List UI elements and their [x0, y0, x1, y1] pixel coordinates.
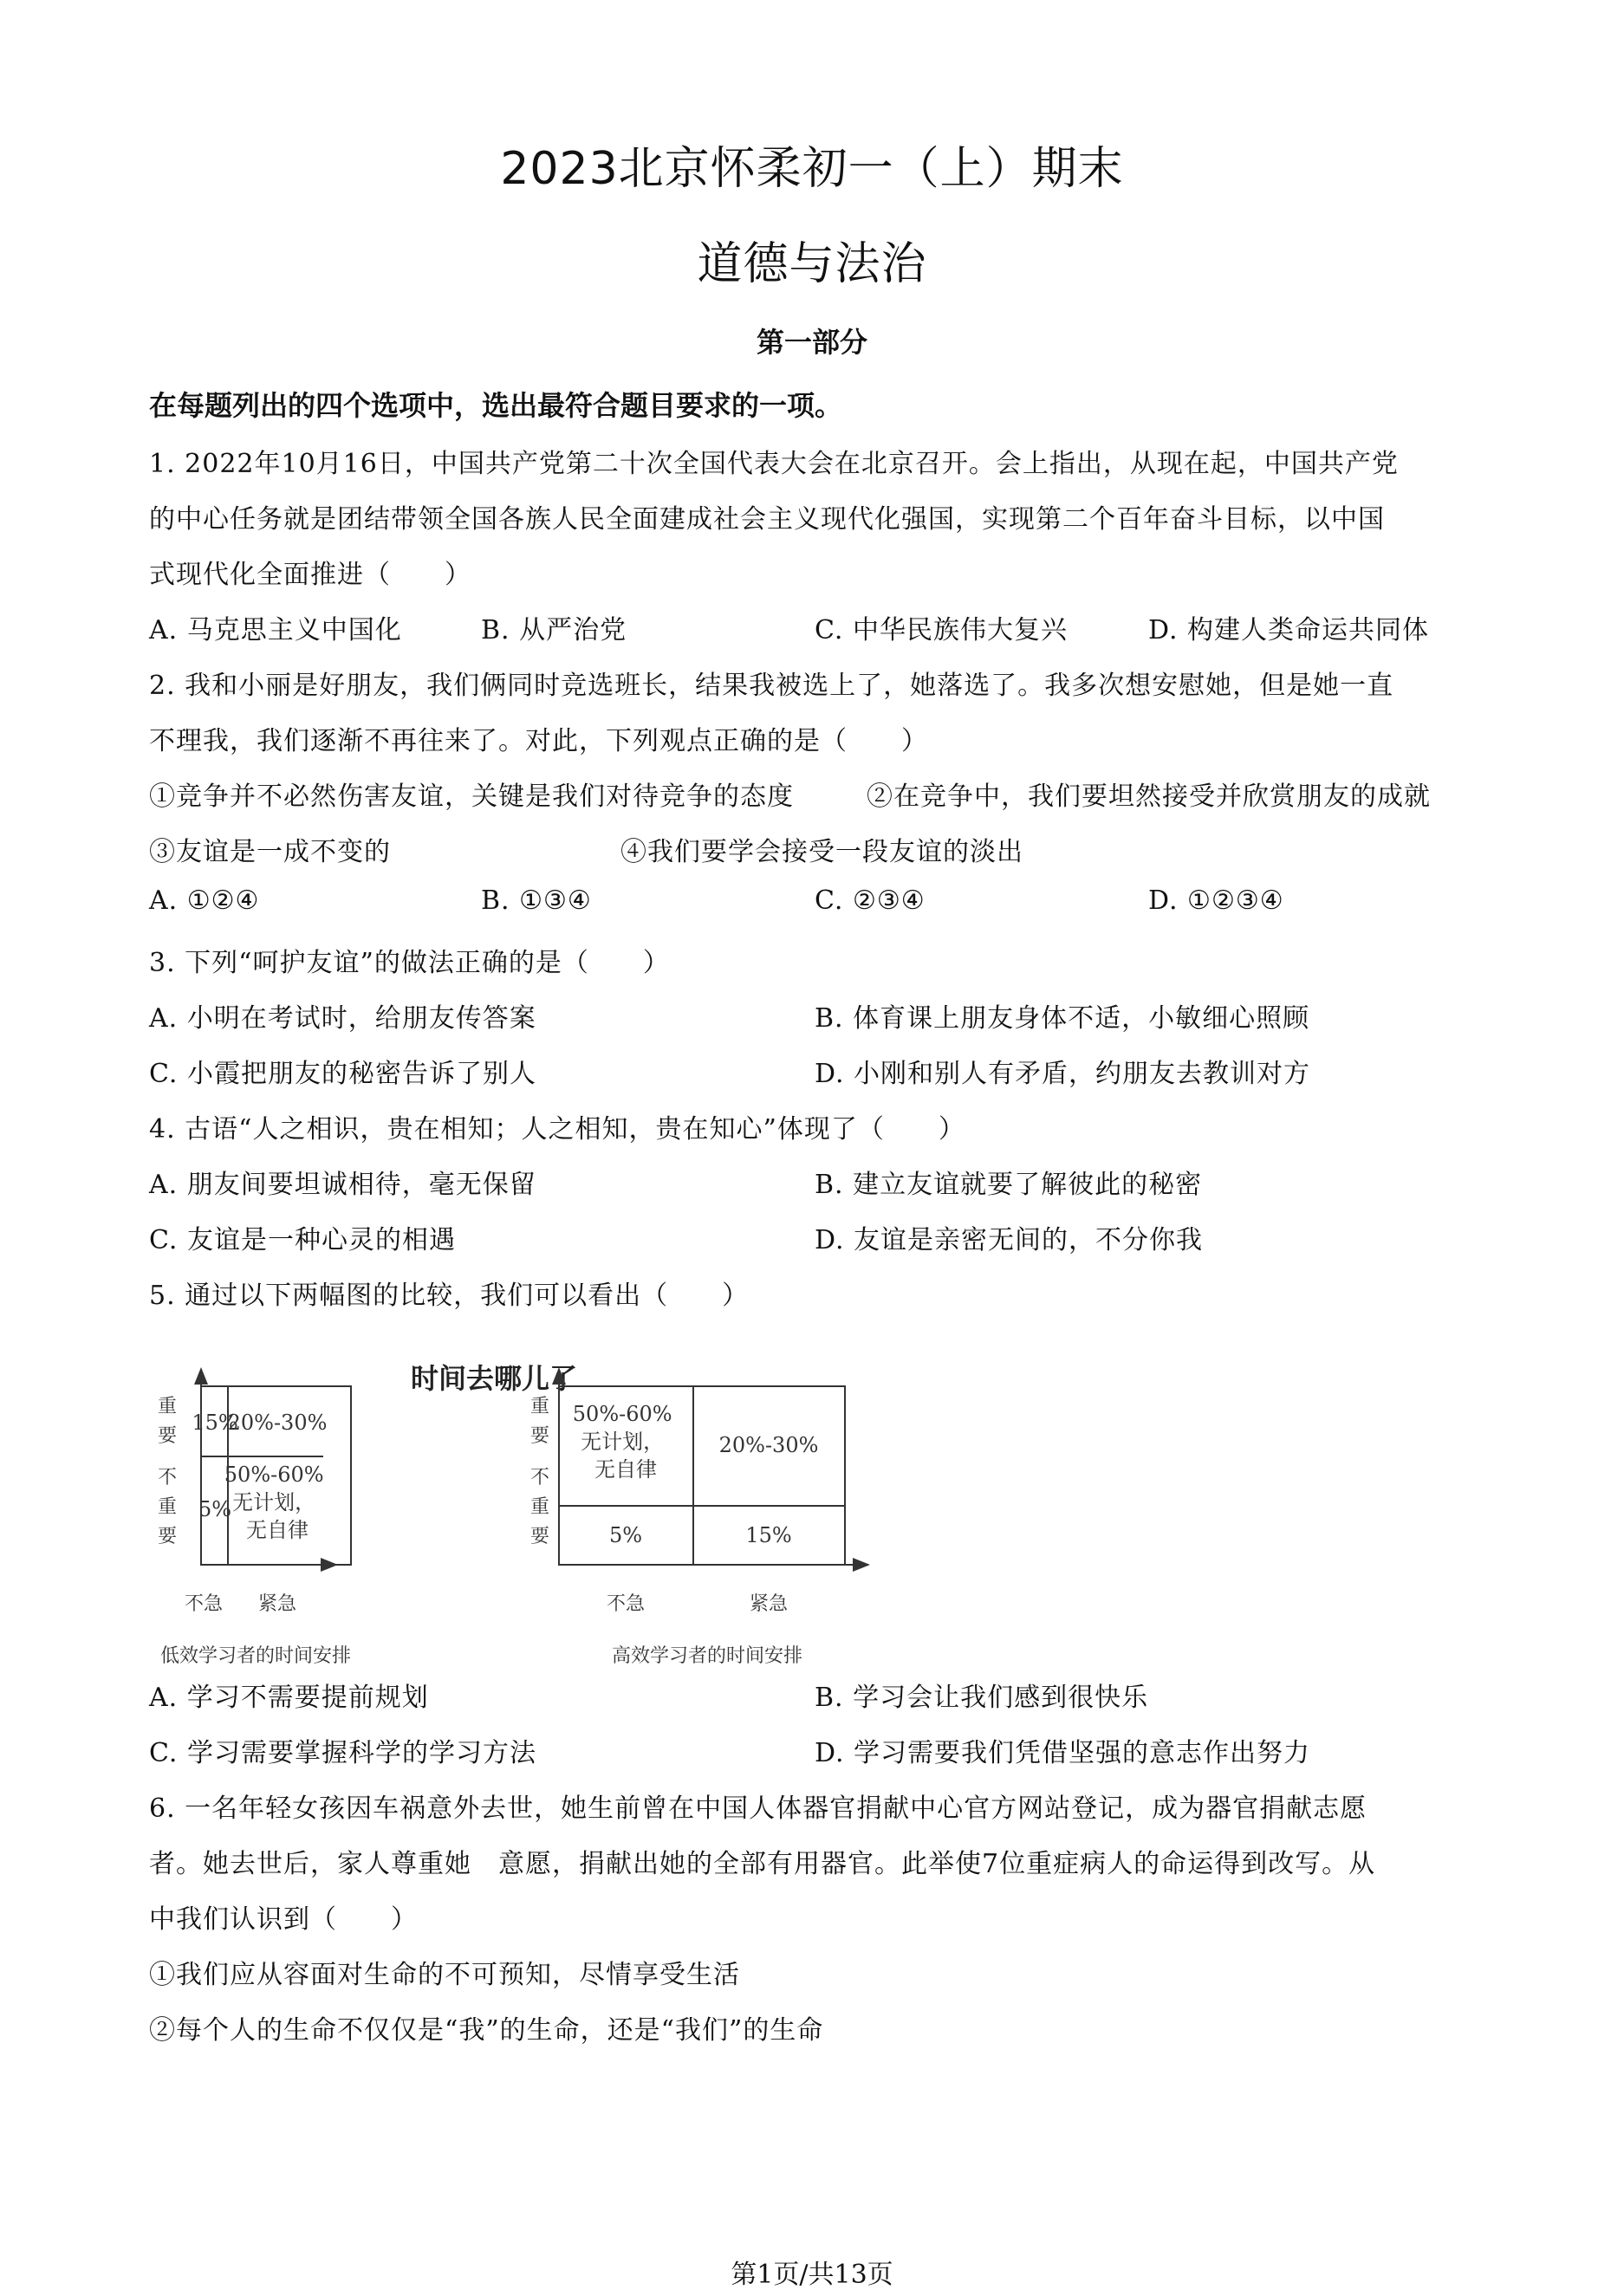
question-text-line: 者。她去世后，家人尊重她 意愿，捐献出她的全部有用器官。此举使7位重症病人的命运得到改写。从 [149, 1849, 1376, 1879]
high-cell-unimportant-not-urgent: 5% [608, 1523, 643, 1547]
section-heading: 第一部分 [756, 326, 867, 359]
y-label-important: 重要 [158, 1396, 178, 1447]
option-d[interactable]: D. 学习需要我们凭借坚强的意志作出努力 [815, 1738, 1311, 1768]
option-d[interactable]: D. 友谊是亲密无间的，不分你我 [815, 1225, 1204, 1255]
statement-3: ③友谊是一成不变的 [149, 837, 391, 867]
option-d[interactable]: D. 小刚和别人有矛盾，约朋友去教训对方 [815, 1059, 1311, 1089]
high-cell-important-not-urgent: 50%-60% 无计划， 无自律 [572, 1402, 672, 1482]
instruction-text: 在每题列出的四个选项中，选出最符合题目要求的一项。 [149, 389, 843, 422]
statement-1: ①竞争并不必然伤害友谊，关键是我们对待竞争的态度 [149, 782, 794, 812]
option-a[interactable]: A. ①②④ [149, 885, 260, 916]
question-text-line: 4. 古语“人之相识，贵在相知；人之相知，贵在知心”体现了（ ） [149, 1114, 965, 1145]
statement-4: ④我们要学会接受一段友谊的淡出 [620, 837, 1023, 867]
x-label-urgent: 紧急 [257, 1593, 297, 1615]
x-label-not-urgent: 不急 [184, 1593, 224, 1615]
option-d[interactable]: D. ①②③④ [1148, 885, 1284, 916]
statement-1: ①我们应从容面对生命的不可预知，尽情享受生活 [149, 1960, 740, 1990]
option-c[interactable]: C. 学习需要掌握科学的学习方法 [149, 1738, 536, 1768]
option-b[interactable]: B. 体育课上朋友身体不适，小敏细心照顾 [815, 1003, 1310, 1034]
statement-2: ②在竞争中，我们要坦然接受并欣赏朋友的成就 [867, 782, 1431, 812]
high-cell-important-urgent: 20%-30% [718, 1433, 819, 1457]
option-a[interactable]: A. 小明在考试时，给朋友传答案 [149, 1003, 536, 1034]
question-text-line: 1. 2022年10月16日，中国共产党第二十次全国代表大会在北京召开。会上指出，从现在起，中国共产党 [149, 449, 1399, 479]
figure-title: 时间去哪儿了 [410, 1362, 578, 1395]
time-quadrant-figure [139, 1334, 884, 1672]
page-number: 第1页/共13页 [731, 2260, 893, 2290]
y-label-not-important: 不重要 [158, 1467, 178, 1547]
y-label-important: 重要 [530, 1396, 550, 1447]
question-text-line: 6. 一名年轻女孩因车祸意外去世，她生前曾在中国人体器官捐献中心官方网站登记，成为器官捐献志愿 [149, 1793, 1367, 1824]
x-label-urgent: 紧急 [749, 1593, 789, 1615]
low-efficiency-chart [158, 1369, 351, 1667]
option-b[interactable]: B. ①③④ [481, 885, 592, 916]
high-efficiency-caption: 高效学习者的时间安排 [611, 1645, 803, 1667]
option-b[interactable]: B. 学习会让我们感到很快乐 [815, 1683, 1149, 1713]
option-c[interactable]: C. 小霞把朋友的秘密告诉了别人 [149, 1059, 536, 1089]
high-efficiency-chart [530, 1369, 868, 1667]
question-text-line: 3. 下列“呵护友谊”的做法正确的是（ ） [149, 948, 670, 978]
option-c[interactable]: C. 友谊是一种心灵的相遇 [149, 1225, 456, 1255]
x-label-not-urgent: 不急 [606, 1593, 646, 1615]
question-text-line: 5. 通过以下两幅图的比较，我们可以看出（ ） [149, 1281, 750, 1311]
low-cell-important-not-urgent: 15% [192, 1411, 238, 1435]
option-a[interactable]: A. 朋友间要坦诚相待，毫无保留 [149, 1170, 536, 1200]
document-title: 2023北京怀柔初一（上）期末 [500, 143, 1124, 195]
y-label-not-important: 不重要 [530, 1467, 550, 1547]
low-cell-important-urgent: 20%-30% [227, 1411, 328, 1435]
question-text-line: 式现代化全面推进（ ） [149, 560, 471, 590]
high-cell-unimportant-urgent: 15% [745, 1523, 792, 1547]
low-cell-unimportant-not-urgent: 5% [198, 1497, 232, 1521]
subject-title: 道德与法治 [697, 238, 927, 290]
low-cell-unimportant-urgent: 50%-60% 无计划， 无自律 [224, 1463, 324, 1542]
option-c[interactable]: C. ②③④ [815, 885, 926, 916]
option-a[interactable]: A. 马克思主义中国化 [149, 615, 402, 645]
question-text-line: 不理我，我们逐渐不再往来了。对此，下列观点正确的是（ ） [149, 726, 928, 756]
option-b[interactable]: B. 从严治党 [481, 615, 627, 645]
option-d[interactable]: D. 构建人类命运共同体 [1148, 615, 1430, 645]
question-text-line: 的中心任务就是团结带领全国各族人民全面建成社会主义现代化强国，实现第二个百年奋斗目标，以中国 [149, 504, 1385, 535]
statement-2: ②每个人的生命不仅仅是“我”的生命，还是“我们”的生命 [149, 2015, 824, 2046]
option-c[interactable]: C. 中华民族伟大复兴 [815, 615, 1068, 645]
option-a[interactable]: A. 学习不需要提前规划 [149, 1683, 429, 1713]
low-efficiency-caption: 低效学习者的时间安排 [159, 1645, 352, 1667]
option-b[interactable]: B. 建立友谊就要了解彼此的秘密 [815, 1170, 1203, 1200]
question-text-line: 2. 我和小丽是好朋友，我们俩同时竞选班长，结果我被选上了，她落选了。我多次想安慰她，但是她一直 [149, 671, 1394, 701]
question-text-line: 中我们认识到（ ） [149, 1904, 418, 1935]
